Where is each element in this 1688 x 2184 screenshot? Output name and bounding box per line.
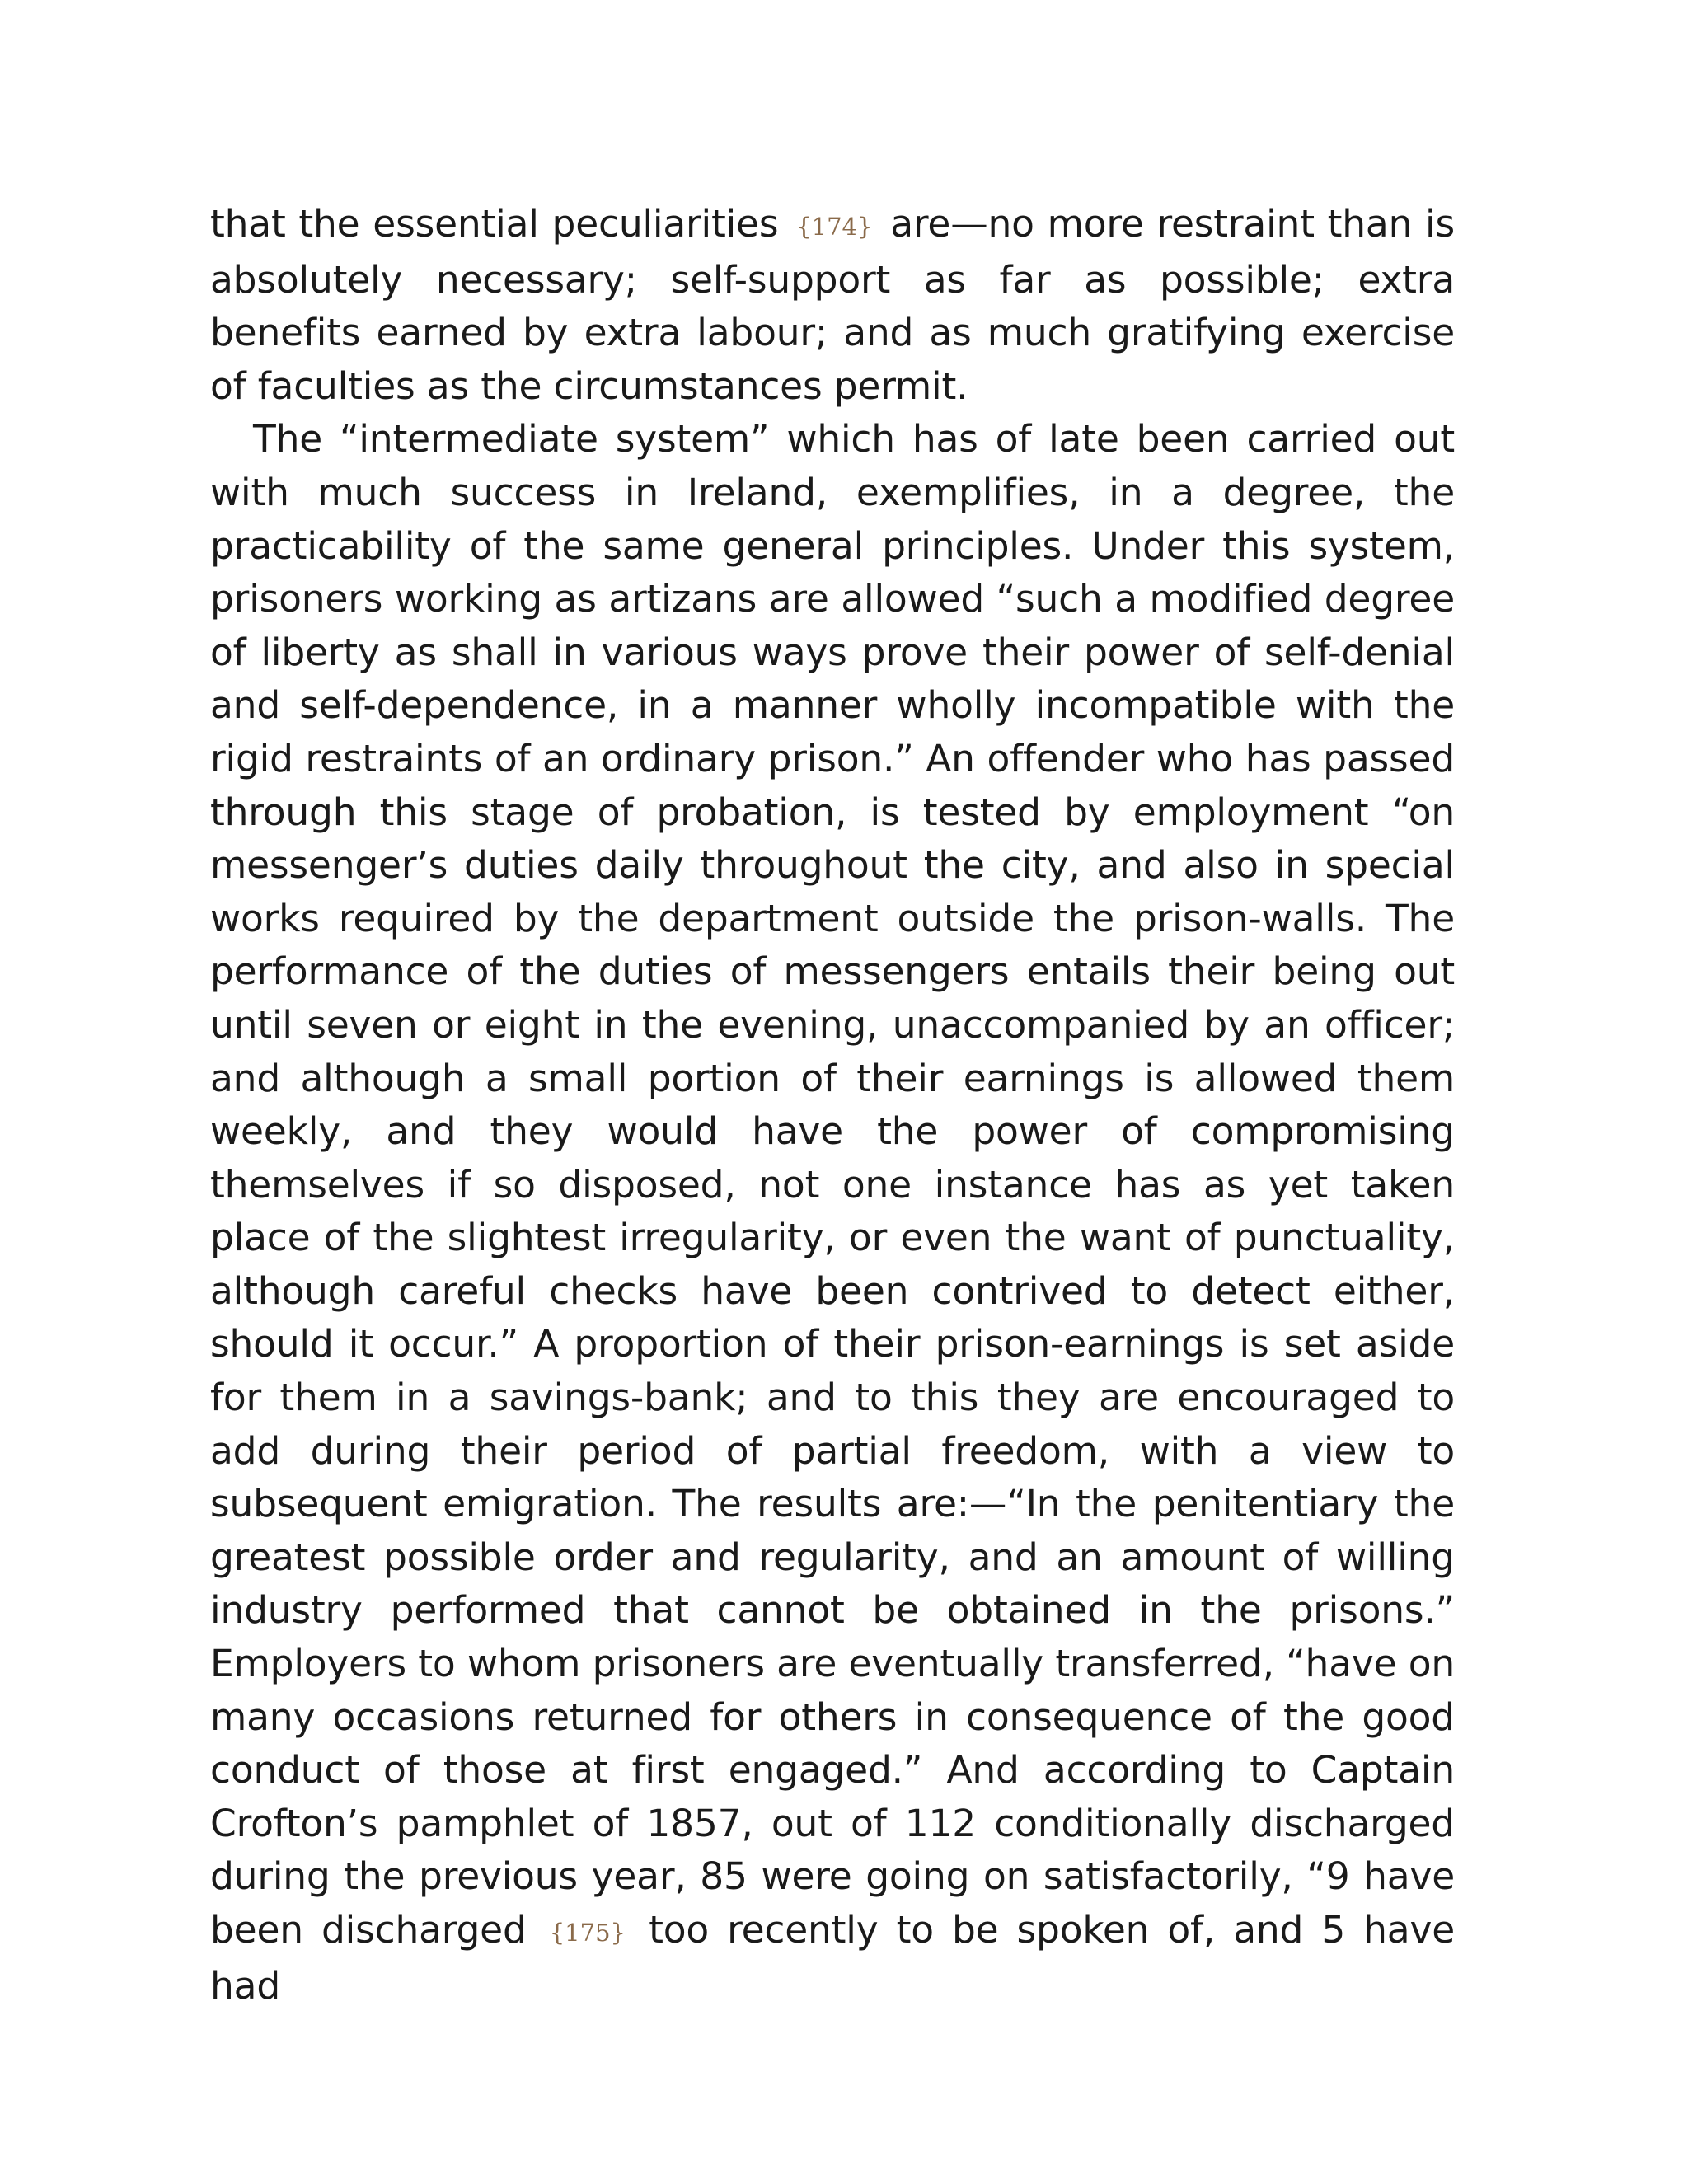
paragraph-text: that the essential peculiarities: [210, 202, 792, 246]
paragraph-text: too recently to be spoken of, and 5 have had: [210, 1908, 1455, 2008]
paragraph-restraint-principles: [210, 198, 1455, 413]
paragraph-text: are—no more restraint than is absolutely necessary; self-support as far as possible; extra benefits earned by extra labour; and as much gratifying exercise of faculties as the circumstances permit.: [210, 202, 1455, 408]
paragraph-intermediate-system: [210, 413, 1455, 2013]
page-number-marker: {174}: [796, 213, 873, 241]
page-body: [210, 198, 1455, 2013]
page-number-marker: {175}: [549, 1919, 626, 1947]
paragraph-text: The “intermediate system” which has of late been carried out with much success in Ireland, exemplifies, in a degree, the practicability of the same general principles. Under this system, prisoners working as artizans are allowed “such a modified degree of liberty as shall in various ways prove their power of self-denial and self-dependence, in a manner wholly incompatible with the rigid restraints of an ordinary prison.” An offender who has passed through this stage of probation, is tested by employment “on messenger’s duties daily throughout the city, and also in special works required by the department outside the prison-walls. The performance of the duties of messengers entails their being out until seven or eight in the evening, unaccompanied by an officer; and although a small portion of their earnings is allowed them weekly, and they would have the power of compromising themselves if so disposed, not one instance has as yet taken place of the slightest irregularity, or even the want of punctuality, although careful checks have been contrived to detect either, should it occur.” A proportion of their prison-earnings is set aside for them in a savings-bank; and to this they are encouraged to add during their period of partial freedom, with a view to subsequent emigration. The results are:—“In the penitentiary the greatest possible order and regularity, and an amount of willing industry performed that cannot be obtained in the prisons.” Employers to whom prisoners are eventually transferred, “have on many occasions returned for others in consequence of the good conduct of those at first engaged.” And according to Captain Crofton’s pamphlet of 1857, out of 112 conditionally discharged during the previous year, 85 were going on satisfactorily, “9 have been discharged: [210, 417, 1455, 1952]
